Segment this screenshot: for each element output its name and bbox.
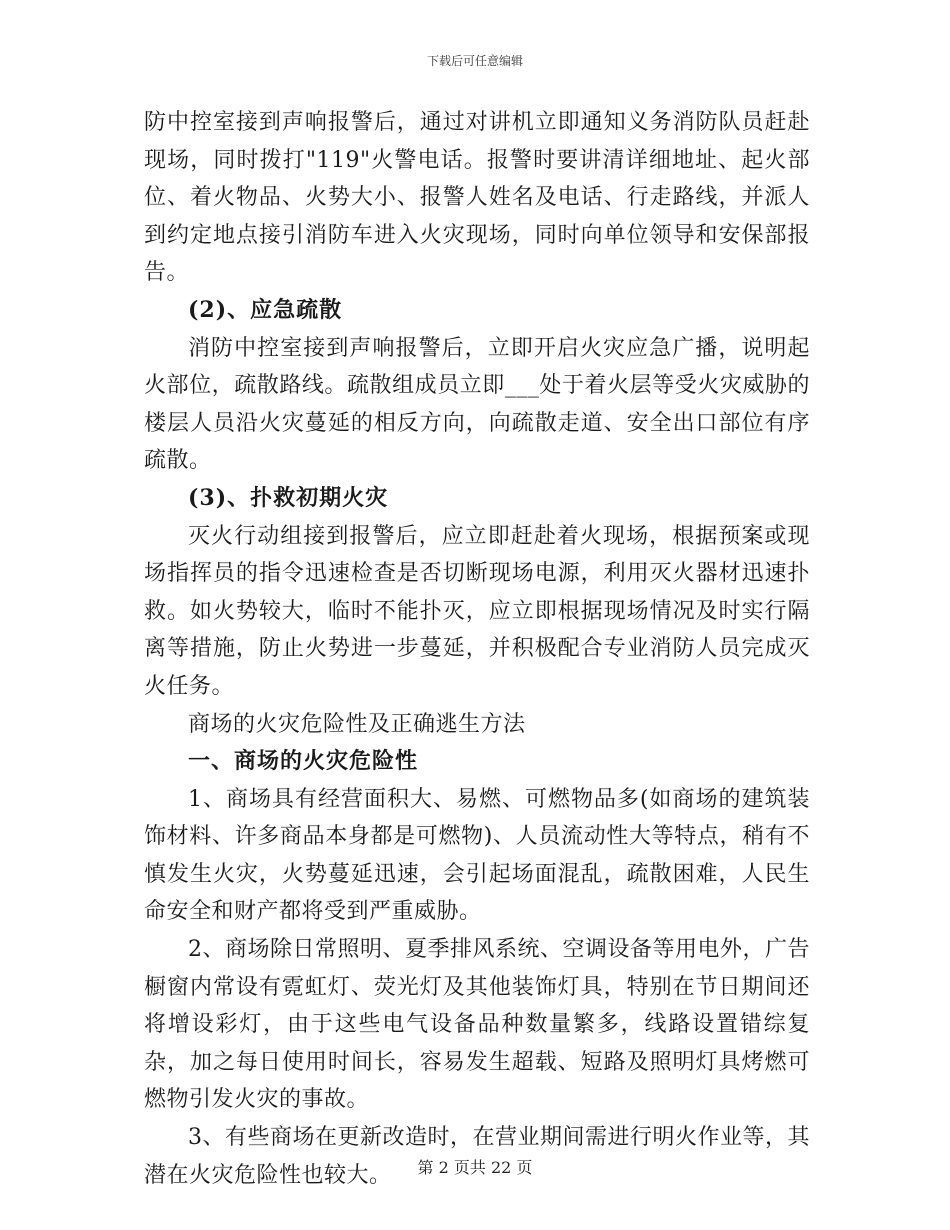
paragraph-risk-3: 3、有些商场在更新改造时，在营业期间需进行明火作业等，其潜在火灾危险性也较大。 — [144, 1125, 810, 1188]
document-body — [144, 104, 810, 1194]
paragraph-risk-1: 1、商场具有经营面积大、易燃、可燃物品多(如商场的建筑装饰材料、许多商品本身都是可燃物)、人员流动性大等特点，稍有不慎发生火灾，火势蔓延迅速，会引起场面混乱，疏散困难，人民生命安全和财产都将受到严重威胁。 — [144, 786, 810, 925]
paragraph-evacuation: 消防中控室接到声响报警后，立即开启火灾应急广播，说明起火部位，疏散路线。疏散组成员立即___处于着火层等受火灾威胁的楼层人员沿火灾蔓延的相反方向，向疏散走道、安全出口部位有序疏散。 — [144, 335, 810, 474]
section-title-mall-fire-risk: 商场的火灾危险性及正确逃生方法 — [188, 711, 526, 737]
page-number: 第 2 页共 22 页 — [417, 1158, 533, 1177]
heading-mall-fire-risk: 一、商场的火灾危险性 — [188, 748, 419, 775]
page-header: 下载后可任意编辑 — [426, 54, 523, 68]
paragraph-fire-alarm-report: 防中控室接到声响报警后，通过对讲机立即通知义务消防队员赶赴现场，同时拨打"119"火警电话。报警时要讲清详细地址、起火部位、着火物品、火势大小、报警人姓名及电话、行走路线，并派人到约定地点接引消防车进入火灾现场，同时向单位领导和安保部报告。 — [144, 110, 810, 286]
paragraph-risk-2: 2、商场除日常照明、夏季排风系统、空调设备等用电外，广告橱窗内常设有霓虹灯、荧光灯及其他装饰灯具，特别在节日期间还将增设彩灯，由于这些电气设备品种数量繁多，线路设置错综复杂，加之每日使用时间长，容易发生超载、短路及照明灯具烤燃可燃物引发火灾的事故。 — [144, 937, 810, 1113]
heading-emergency-evacuation: (2)、应急疏散 — [188, 296, 343, 323]
heading-initial-fire-fighting: (3)、扑救初期火灾 — [188, 484, 389, 511]
paragraph-fire-fighting: 灭火行动组接到报警后，应立即赶赴着火现场，根据预案或现场指挥员的指令迅速检查是否切断现场电源，利用灭火器材迅速扑救。如火势较大，临时不能扑灭，应立即根据现场情况及时实行隔离等措施，防止火势进一步蔓延，并积极配合专业消防人员完成灭火任务。 — [144, 523, 810, 699]
